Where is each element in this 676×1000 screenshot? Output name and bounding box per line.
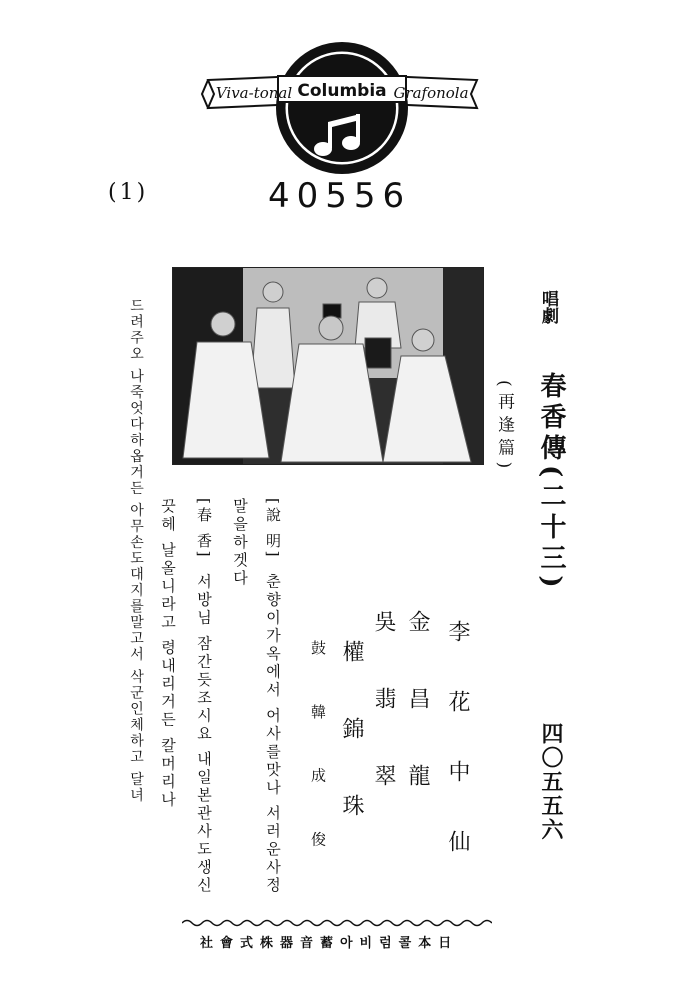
columbia-logo bbox=[200, 38, 485, 178]
logo-left-text: Viva-tonal bbox=[215, 84, 293, 102]
speaker-tag: [春 香] bbox=[195, 498, 213, 560]
line-text: 말을하겟다 bbox=[231, 498, 249, 588]
cast-group-photo bbox=[172, 267, 484, 465]
dialogue-line bbox=[263, 498, 284, 895]
speaker-tag: [說 明] bbox=[264, 498, 282, 560]
dialogue-line bbox=[230, 498, 251, 588]
genre-label: 唱劇 bbox=[538, 290, 558, 324]
line-text: 드려주오 나죽엇다하옵거든 아무손도대지를말고서 삭군인체하고 달녀 bbox=[128, 298, 144, 804]
catalog-number: 40556 bbox=[268, 176, 412, 216]
performer-name: 吳 翡 翠 bbox=[371, 610, 396, 810]
wavy-divider bbox=[182, 918, 492, 928]
dialogue-line bbox=[194, 498, 215, 895]
logo-center-text: Columbia bbox=[297, 81, 387, 101]
logo-right-text: Grafonola bbox=[393, 84, 469, 102]
record-title: 春香傳(二十三) bbox=[536, 372, 566, 593]
record-subtitle: (再逢篇) bbox=[494, 380, 514, 475]
performer-name: 權 錦 珠 bbox=[339, 640, 364, 840]
dialogue-line bbox=[158, 498, 179, 809]
line-text: 서방님 잠간듯조시요 내일본관사도생신 bbox=[195, 573, 213, 896]
dialogue-line bbox=[126, 298, 146, 804]
page-number: (1) bbox=[108, 180, 149, 205]
line-text: 끗헤 날올니라고 령내리거든 칼머리나 bbox=[159, 498, 177, 810]
kanji-catalog-number: 四〇五五六 bbox=[538, 722, 564, 842]
line-text: 춘향이가옥에서 어사를맛나 서러운사정 bbox=[264, 573, 282, 896]
drummer-name: 鼓 韓 成 俊 bbox=[309, 640, 327, 869]
performer-name: 李花中仙 bbox=[445, 620, 470, 900]
performer-name: 金 昌 龍 bbox=[405, 610, 430, 810]
publisher-footer: 社會式株器音蓄아비럼콜本日 bbox=[200, 936, 459, 951]
